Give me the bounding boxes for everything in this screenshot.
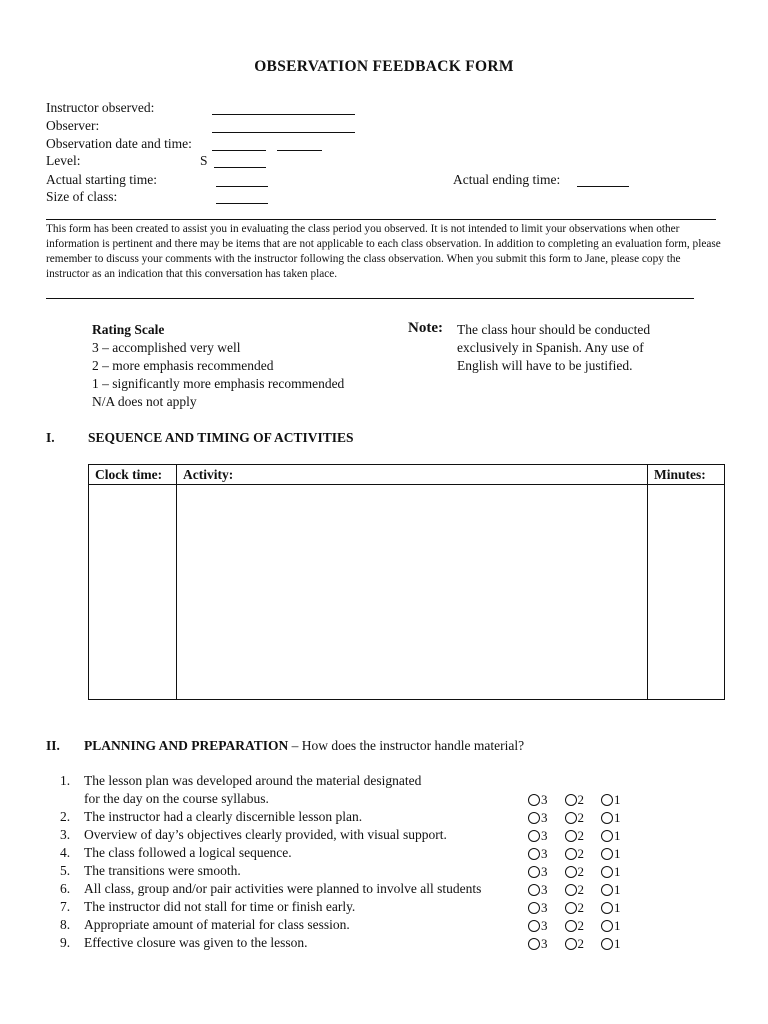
radio-circle-icon[interactable] [565, 848, 577, 860]
radio-circle-icon[interactable] [565, 920, 577, 932]
rating-radio-2[interactable] [565, 846, 585, 862]
clock-time-header: Clock time: [89, 465, 177, 485]
rating-radio-1[interactable] [601, 936, 621, 952]
radio-label: 2 [577, 828, 584, 843]
rating-radio-3[interactable] [528, 900, 548, 916]
rating-radio-2[interactable] [565, 882, 585, 898]
radio-label: 3 [541, 828, 548, 843]
item-text: Effective closure was given to the lesson. [84, 935, 308, 950]
radio-label: 2 [577, 918, 584, 933]
rating-options [528, 828, 638, 846]
radio-label: 3 [541, 864, 548, 879]
item-text: The instructor had a clearly discernible lesson plan. [84, 809, 363, 824]
item-text: All class, group and/or pair activities were planned to involve all students [84, 881, 482, 896]
radio-label: 3 [541, 900, 548, 915]
actual-ending-time-label: Actual ending time: [453, 172, 561, 187]
rating-radio-3[interactable] [528, 864, 548, 880]
planning-item [60, 863, 241, 879]
planning-item [60, 899, 355, 915]
rating-scale-item: 2 – more emphasis recommended [92, 358, 274, 373]
radio-circle-icon[interactable] [601, 830, 613, 842]
actual-ending-time-field[interactable] [577, 173, 629, 187]
item-text: The class followed a logical sequence. [84, 845, 292, 860]
rating-radio-3[interactable] [528, 828, 548, 844]
radio-label: 3 [541, 882, 548, 897]
radio-circle-icon[interactable] [601, 848, 613, 860]
rating-radio-3[interactable] [528, 882, 548, 898]
radio-circle-icon[interactable] [565, 884, 577, 896]
section-2-subtitle: – How does the instructor handle material? [291, 738, 525, 753]
activity-header: Activity: [177, 465, 648, 485]
item-text: The transitions were smooth. [84, 863, 241, 878]
radio-label: 2 [577, 936, 584, 951]
radio-label: 1 [614, 864, 621, 879]
rating-radio-2[interactable] [565, 792, 585, 808]
radio-label: 2 [577, 900, 584, 915]
rating-radio-1[interactable] [601, 810, 621, 826]
planning-item [60, 791, 269, 807]
planning-item [60, 827, 447, 843]
rating-scale-heading: Rating Scale [92, 322, 165, 337]
radio-label: 2 [577, 846, 584, 861]
observer-label: Observer: [46, 118, 100, 133]
radio-label: 2 [577, 864, 584, 879]
observation-date-field[interactable] [212, 137, 266, 151]
radio-circle-icon[interactable] [528, 812, 540, 824]
level-field[interactable] [214, 154, 266, 168]
note-line: exclusively in Spanish. Any use of [457, 340, 644, 355]
radio-circle-icon[interactable] [528, 902, 540, 914]
divider-bottom [46, 298, 694, 299]
radio-label: 1 [614, 810, 621, 825]
radio-circle-icon[interactable] [565, 866, 577, 878]
radio-circle-icon[interactable] [528, 866, 540, 878]
intro-paragraph: This form has been created to assist you in evaluating the class period you observed. It is not intended to limit your observations when other information is pertinent and there may be items that are not applicable to each class observation. In addition to completing an evaluation form, please remember to discuss your comments with the instructor following the class observation. When you submit this form to Jane, please copy the instructor as an indication that this conversation has taken place. [46, 223, 721, 280]
section-1-title: SEQUENCE AND TIMING OF ACTIVITIES [88, 430, 354, 445]
radio-circle-icon[interactable] [601, 794, 613, 806]
radio-label: 1 [614, 792, 621, 807]
rating-scale-item: N/A does not apply [92, 394, 197, 409]
rating-options [528, 810, 638, 828]
radio-circle-icon[interactable] [565, 830, 577, 842]
radio-circle-icon[interactable] [528, 884, 540, 896]
rating-options [528, 846, 638, 864]
radio-circle-icon[interactable] [601, 920, 613, 932]
level-label: Level: [46, 153, 81, 168]
instructor-observed-field[interactable] [212, 101, 355, 115]
observer-field[interactable] [212, 119, 355, 133]
rating-radio-2[interactable] [565, 864, 585, 880]
radio-label: 3 [541, 846, 548, 861]
radio-label: 1 [614, 900, 621, 915]
item-number: 7. [60, 899, 71, 914]
actual-starting-time-label: Actual starting time: [46, 172, 157, 187]
planning-item [60, 809, 362, 825]
radio-circle-icon[interactable] [528, 830, 540, 842]
size-of-class-label: Size of class: [46, 189, 118, 204]
rating-radio-2[interactable] [565, 918, 585, 934]
rating-radio-1[interactable] [601, 846, 621, 862]
minutes-header: Minutes: [648, 465, 725, 485]
instructor-observed-label: Instructor observed: [46, 100, 155, 115]
planning-item [60, 917, 350, 933]
item-number: 3. [60, 827, 71, 842]
radio-label: 1 [614, 918, 621, 933]
rating-options [528, 936, 638, 954]
rating-radio-2[interactable] [565, 936, 585, 952]
rating-options [528, 792, 638, 810]
radio-label: 2 [577, 792, 584, 807]
item-number: 8. [60, 917, 71, 932]
rating-radio-2[interactable] [565, 900, 585, 916]
radio-circle-icon[interactable] [601, 938, 613, 950]
radio-label: 3 [541, 792, 548, 807]
radio-circle-icon[interactable] [565, 938, 577, 950]
note-line: The class hour should be conducted [457, 322, 651, 337]
radio-circle-icon[interactable] [565, 794, 577, 806]
item-number: 2. [60, 809, 71, 824]
radio-circle-icon[interactable] [565, 812, 577, 824]
radio-circle-icon[interactable] [528, 938, 540, 950]
item-text: Appropriate amount of material for class session. [84, 917, 350, 932]
rating-radio-1[interactable] [601, 900, 621, 916]
radio-circle-icon[interactable] [528, 920, 540, 932]
note-label: Note: [408, 320, 443, 336]
observation-date-time-label: Observation date and time: [46, 136, 192, 151]
radio-label: 3 [541, 810, 548, 825]
rating-options [528, 918, 638, 936]
rating-radio-3[interactable] [528, 918, 548, 934]
size-of-class-field[interactable] [216, 190, 268, 204]
radio-label: 1 [614, 936, 621, 951]
item-number: 5. [60, 863, 71, 878]
planning-item [60, 845, 292, 861]
planning-item [60, 773, 421, 789]
item-text: The lesson plan was developed around the material designated [84, 773, 422, 788]
section-2-title: PLANNING AND PREPARATION [84, 738, 289, 753]
rating-scale-item: 1 – significantly more emphasis recommended [92, 376, 345, 391]
divider-top [46, 219, 716, 220]
rating-radio-3[interactable] [528, 792, 548, 808]
note-line: English will have to be justified. [457, 358, 633, 373]
radio-circle-icon[interactable] [528, 848, 540, 860]
radio-label: 3 [541, 918, 548, 933]
rating-radio-1[interactable] [601, 918, 621, 934]
radio-circle-icon[interactable] [601, 866, 613, 878]
section-2-heading [84, 738, 524, 754]
rating-options [528, 864, 638, 882]
minutes-cell[interactable] [648, 485, 725, 700]
planning-item [60, 935, 308, 951]
radio-label: 3 [541, 936, 548, 951]
radio-label: 1 [614, 846, 621, 861]
activity-cell[interactable] [177, 485, 648, 700]
radio-circle-icon[interactable] [601, 902, 613, 914]
actual-starting-time-field[interactable] [216, 173, 268, 187]
rating-radio-3[interactable] [528, 936, 548, 952]
rating-radio-1[interactable] [601, 882, 621, 898]
item-text: Overview of day’s objectives clearly provided, with visual support. [84, 827, 447, 842]
rating-radio-2[interactable] [565, 828, 585, 844]
observation-time-field[interactable] [277, 137, 322, 151]
form-title: OBSERVATION FEEDBACK FORM [254, 58, 514, 75]
radio-circle-icon[interactable] [601, 884, 613, 896]
rating-scale-item: 3 – accomplished very well [92, 340, 241, 355]
item-text: for the day on the course syllabus. [84, 791, 269, 806]
item-number: 9. [60, 935, 71, 950]
rating-options [528, 882, 638, 900]
radio-circle-icon[interactable] [565, 902, 577, 914]
rating-radio-1[interactable] [601, 792, 621, 808]
radio-label: 2 [577, 882, 584, 897]
radio-label: 1 [614, 828, 621, 843]
radio-circle-icon[interactable] [601, 812, 613, 824]
section-1-number: I. [46, 430, 55, 445]
level-prefix: S [200, 153, 208, 168]
radio-label: 2 [577, 810, 584, 825]
rating-options [528, 900, 638, 918]
rating-radio-1[interactable] [601, 864, 621, 880]
clock-time-cell[interactable] [89, 485, 177, 700]
item-number: 4. [60, 845, 71, 860]
radio-label: 1 [614, 882, 621, 897]
item-number: 1. [60, 773, 71, 788]
section-2-number: II. [46, 738, 60, 753]
radio-circle-icon[interactable] [528, 794, 540, 806]
activities-table [88, 464, 725, 700]
planning-item [60, 881, 481, 897]
item-number: 6. [60, 881, 71, 896]
item-text: The instructor did not stall for time or finish early. [84, 899, 356, 914]
rating-radio-2[interactable] [565, 810, 585, 826]
rating-radio-3[interactable] [528, 810, 548, 826]
rating-radio-3[interactable] [528, 846, 548, 862]
rating-radio-1[interactable] [601, 828, 621, 844]
